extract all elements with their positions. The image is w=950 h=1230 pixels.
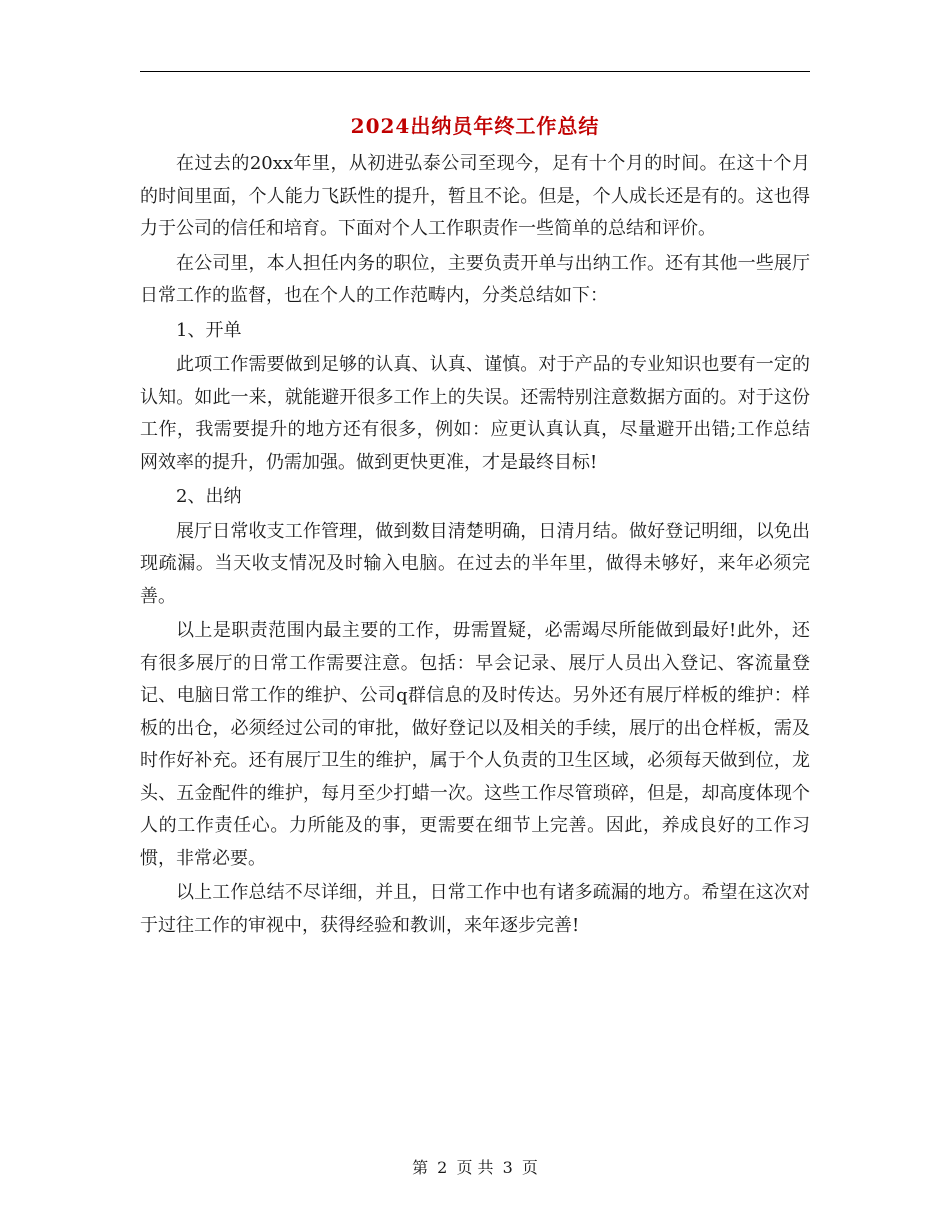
section-heading-billing: 1、开单 [176,319,242,341]
page-footer [0,1155,950,1178]
document-title: 2024出纳员年终工作总结 [350,114,600,138]
footer-total-pages: 3 [502,1158,513,1177]
paragraph-role: 在公司里，本人担任内务的职位，主要负责开单与出纳工作。还有其他一些展厅日常工作的监督，也在个人的工作范畴内，分类总结如下： [140,252,810,306]
footer-suffix: 页 [521,1158,538,1177]
section-heading-cashier: 2、出纳 [176,486,242,507]
paragraph-other-duties: 以上是职责范围内最主要的工作，毋需置疑，必需竭尽所能做到最好!此外，还有很多展厅的日常工作需要注意。包括：早会记录、展厅人员出入登记、客流量登记、电脑日常工作的维护、公司q群信息的及时传达。另外还有展厅样板的维护：样板的出仓，必须经过公司的审批，做好登记以及相关的手续，展厅的出仓样板，需及时作好补充。还有展厅卫生的维护，属于个人负责的卫生区域，必须每天做到位，龙头、五金配件的维护，每月至少打蜡一次。这些工作尽管琐碎，但是，却高度体现个人的工作责任心。力所能及的事，更需要在细节上完善。因此，养成良好的工作习惯，非常必要。 [140,620,810,869]
footer-middle: 页 共 [456,1158,494,1177]
document-body [140,148,810,944]
paragraph-intro: 在过去的20xx年里，从初进弘泰公司至现今，足有十个月的时间。在这十个月的时间里面，个人能力飞跃性的提升，暂且不论。但是，个人成长还是有的。这也得力于公司的信任和培育。下面对个人工作职责作一些简单的总结和评价。 [140,153,810,239]
footer-current-page: 2 [437,1158,448,1177]
paragraph-billing: 此项工作需要做到足够的认真、认真、谨慎。对于产品的专业知识也要有一定的认知。如此一来，就能避开很多工作上的失误。还需特别注意数据方面的。对于这份工作，我需要提升的地方还有很多，例如：应更认真认真，尽量避开出错;工作总结网效率的提升，仍需加强。做到更快更准，才是最终目标! [140,354,810,473]
paragraph-cashier: 展厅日常收支工作管理，做到数目清楚明确，日清月结。做好登记明细，以免出现疏漏。当天收支情况及时输入电脑。在过去的半年里，做得未够好，来年必须完善。 [140,520,810,607]
header-rule [140,71,810,72]
paragraph-conclusion: 以上工作总结不尽详细，并且，日常工作中也有诸多疏漏的地方。希望在这次对于过往工作的审视中，获得经验和教训，来年逐步完善! [140,882,810,936]
footer-prefix: 第 [412,1158,429,1177]
